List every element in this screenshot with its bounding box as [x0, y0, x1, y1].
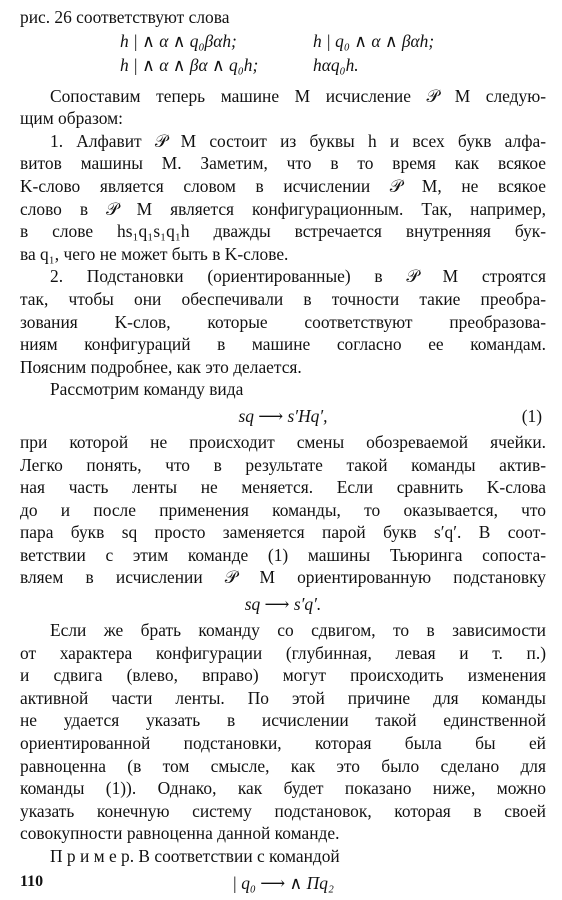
equation-1 — [20, 401, 546, 431]
paragraph-7 — [20, 845, 546, 868]
equation-3-body: | q₀ ⟶ ∧ Пq₂ — [232, 872, 334, 893]
text-line: активной части ленты. По этой причине для команды — [20, 687, 546, 708]
text-line: вляем в исчислении 𝒫 M ориентированную подстановку — [20, 567, 546, 588]
text-line: зования K-слов, которые соответствуют преобразова- — [20, 311, 546, 332]
equation-1-body: sq ⟶ s′Hq′, — [238, 405, 328, 426]
text-line: Сопоставим теперь машине M исчисление 𝒫 M следую- — [50, 85, 546, 106]
text-line: щим образом: — [20, 108, 123, 129]
text-line: ва q₁, чего не может быть в K-слове. — [20, 243, 289, 264]
text-line: Если же брать команду со сдвигом, то в зависимости — [50, 620, 546, 641]
text-line: и сдвига (влево, вправо) могут происходить изменения — [20, 665, 546, 686]
intro-line: рис. 26 соответствуют слова — [20, 7, 230, 27]
text-line: до и после применения команды, то оказывается, что — [20, 499, 546, 520]
text-line: ниям конфигураций в машине согласно ее командам. — [20, 334, 546, 355]
paragraph-4 — [20, 378, 546, 401]
text-line: при которой не происходит смены обозреваемой ячейки. — [20, 431, 546, 452]
paragraph-3 — [20, 265, 546, 378]
text-line: пара букв sq просто заменяется парой букв s′q′. В соот- — [20, 522, 546, 543]
text-line: Поясним подробнее, как это делается. — [20, 356, 302, 377]
equation-2 — [20, 589, 546, 619]
formula-row-1 — [20, 29, 546, 53]
text-line: команды (1)). Однако, как будет показано ниже, можно — [20, 778, 546, 799]
text-line: ветствии с этим команде (1) машины Тьюринга сопоста- — [20, 544, 546, 565]
text-line: ориентированной подстановки, которая была бы ей — [20, 733, 546, 754]
formula-2: h | q₀ ∧ α ∧ βαh; — [313, 30, 435, 51]
text-line: указать конечную систему подстановок, которая в своей — [20, 800, 546, 821]
paragraph-5 — [20, 431, 546, 589]
text-line: совокупности равноценна данной команде. — [20, 823, 340, 844]
text-line: в слове hs₁q₁s₁q₁h дважды встречается внутренняя бук- — [20, 221, 546, 242]
text-line: 2. Подстановки (ориентированные) в 𝒫 M строятся — [50, 266, 546, 287]
formula-1: h | ∧ α ∧ q₀βαh; — [120, 30, 237, 51]
paragraph-6 — [20, 619, 546, 845]
formula-row-2 — [20, 53, 546, 77]
text-line: ная часть ленты не меняется. Если сравнить K-слова — [20, 477, 546, 498]
text-line: не удается указать в исчислении такой единственной — [20, 710, 546, 731]
paragraph-2 — [20, 130, 546, 266]
equation-2-body: sq ⟶ s′q′. — [244, 594, 322, 615]
text-line: K-слово является словом в исчислении 𝒫 M, не всякое — [20, 175, 546, 196]
page-number: 110 — [20, 873, 44, 890]
equation-3 — [20, 868, 546, 898]
paragraph-1 — [20, 85, 546, 130]
text-line: витов машины M. Заметим, что в то время как всякое — [20, 153, 546, 174]
text-line: П р и м е р. В соответствии с командой — [50, 846, 340, 866]
text-line: Легко понять, что в результате такой команды актив- — [20, 454, 546, 475]
formula-4: hαq₀h. — [313, 54, 359, 75]
text-line: равноценна (в том смысле, как это было сделано для — [20, 755, 546, 776]
text-line: слово в 𝒫 M является конфигурационным. Так, например, — [20, 198, 546, 219]
text-line: Рассмотрим команду вида — [50, 379, 244, 400]
text-line: так, чтобы они обеспечивали в точности такие преобра- — [20, 288, 546, 309]
text-line: от характера конфигурации (глубинная, левая и т. п.) — [20, 642, 546, 663]
formula-3: h | ∧ α ∧ βα ∧ q₀h; — [120, 54, 259, 75]
equation-1-number: (1) — [521, 405, 542, 426]
text-line: 1. Алфавит 𝒫 M состоит из буквы h и всех букв алфа- — [50, 130, 546, 151]
